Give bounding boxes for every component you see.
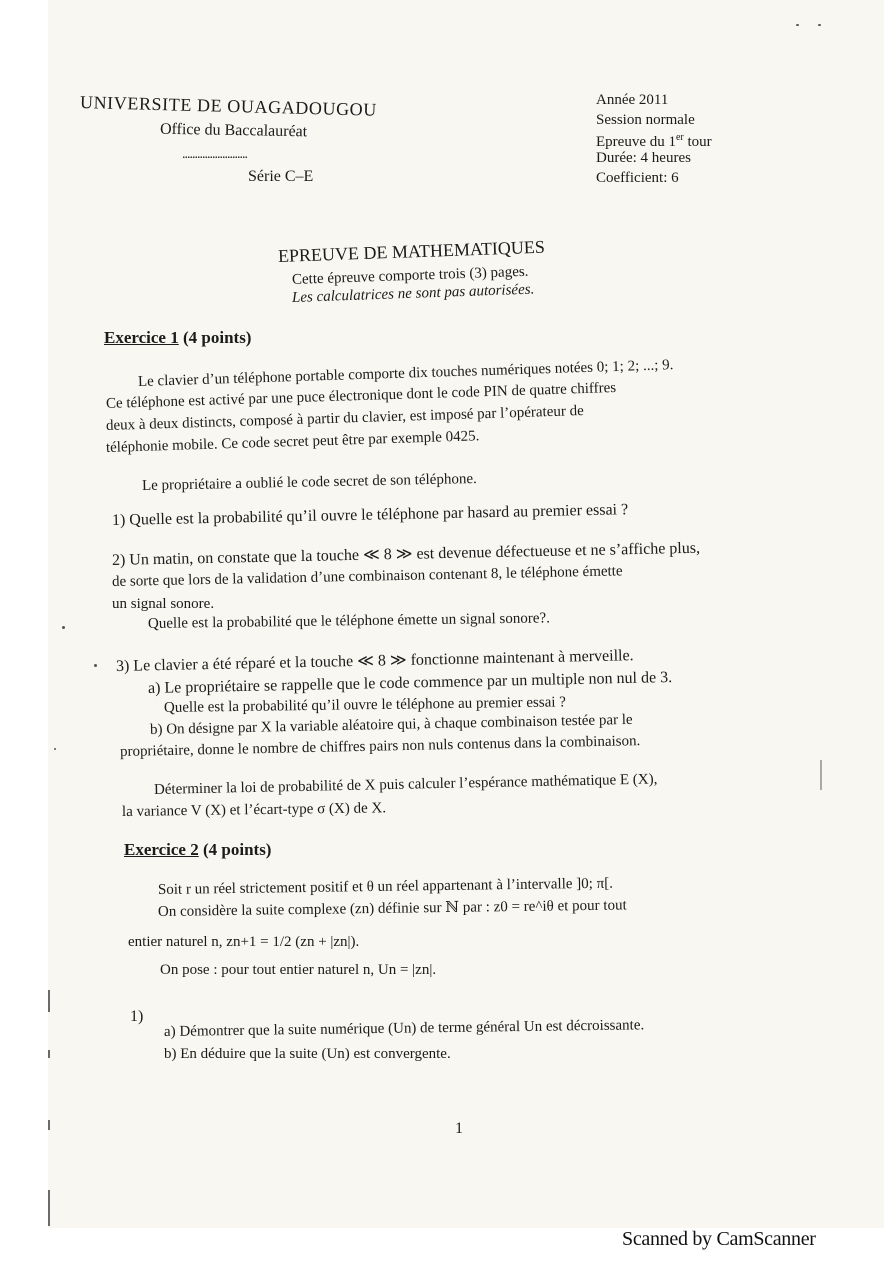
exam-title: EPREUVE DE MATHEMATIQUES	[277, 236, 546, 266]
ex1-determine-line: Déterminer la loi de probabilité de X puis calculer l’espérance mathématique E (X),	[153, 771, 658, 798]
serie-label: Série C–E	[248, 168, 314, 185]
exercise-2-points: (4 points)	[198, 840, 272, 859]
scan-speck	[796, 24, 799, 26]
ex1-question-2-line: 2) Un matin, on constate que la touche ≪ 8 ≫ est devenue défectueuse et ne s’affiche plus,	[111, 539, 701, 569]
camscanner-watermark: Scanned by CamScanner	[622, 1228, 816, 1250]
ex1-question-3-line: Quelle est la probabilité qu’il ouvre le téléphone au premier essai ?	[163, 694, 567, 716]
scan-speck	[62, 626, 65, 629]
ex2-line: On pose : pour tout entier naturel n, Un = |zn|.	[160, 962, 437, 978]
ex2-question-1b: b) En déduire que la suite (Un) est convergente.	[164, 1046, 451, 1062]
ex1-question-1: 1) Quelle est la probabilité qu’il ouvre le téléphone par hasard au premier essai ?	[111, 501, 629, 529]
round-label: Epreuve du 1er tour	[596, 132, 712, 150]
scan-edge-mark	[48, 1050, 50, 1058]
page-number: 1	[455, 1120, 463, 1137]
scan-edge-mark	[48, 990, 50, 1012]
duration-label: Durée: 4 heures	[596, 150, 691, 166]
session-label: Session normale	[596, 112, 695, 128]
calculator-note: Les calculatrices ne sont pas autorisées.	[291, 281, 535, 306]
ex2-line: entier naturel n, zn+1 = 1/2 (zn + |zn|).	[128, 934, 360, 950]
ex2-line: Soit r un réel strictement positif et θ un réel appartenant à l’intervalle ]0; π[.	[157, 875, 614, 898]
ex1-question-3-line: propriétaire, donne le nombre de chiffres pairs non nuls contenus dans la combinaison.	[119, 733, 641, 760]
ex1-intro-line: deux à deux distincts, composé à partir du clavier, est imposé par l’opérateur de	[105, 402, 584, 434]
ex1-question-2-line: un signal sonore.	[112, 596, 215, 612]
exercise-2-title: Exercice 2	[124, 840, 199, 859]
ex1-question-2-line: Quelle est la probabilité que le téléphone émette un signal sonore?.	[147, 610, 551, 632]
exercise-1-points: (4 points)	[178, 328, 252, 347]
coefficient-label: Coefficient: 6	[596, 170, 679, 186]
exercise-1-heading	[104, 328, 251, 348]
scan-edge-mark	[48, 1190, 50, 1226]
scan-speck	[820, 760, 822, 790]
exercise-1-title: Exercice 1	[104, 328, 179, 347]
ex1-question-2-line: de sorte que lors de la validation d’une combinaison contenant 8, le téléphone émette	[111, 563, 623, 590]
ex1-question-3-line: a) Le propriétaire se rappelle que le code commence par un multiple non nul de 3.	[147, 669, 673, 697]
university-name: UNIVERSITE DE OUAGADOUGOU	[79, 92, 378, 120]
ex1-forgot-line: Le propriétaire a oublié le code secret de son téléphone.	[141, 470, 477, 494]
scan-edge-mark	[48, 1120, 50, 1130]
dotted-line: ..........................	[182, 147, 247, 162]
ex2-line: On considère la suite complexe (zn) définie sur ℕ par : z0 = re^iθ et pour tout	[157, 897, 627, 920]
ex1-intro-line: téléphonie mobile. Ce code secret peut être par exemple 0425.	[105, 428, 480, 456]
office-name: Office du Baccalauréat	[159, 120, 308, 141]
scan-speck	[54, 748, 56, 750]
ex2-question-1-number: 1)	[130, 1008, 144, 1025]
ex1-question-3-line: 3) Le clavier a été réparé et la touche ≪ 8 ≫ fonctionne maintenant à merveille.	[115, 647, 634, 675]
exercise-2-heading	[124, 840, 271, 860]
exam-pages-note: Cette épreuve comporte trois (3) pages.	[291, 263, 529, 288]
scan-speck	[94, 664, 97, 667]
ex2-question-1a: a) Démontrer que la suite numérique (Un) de terme général Un est décroissante.	[163, 1017, 645, 1040]
scan-speck	[818, 24, 821, 26]
ex1-determine-line: la variance V (X) et l’écart-type σ (X) de X.	[121, 800, 387, 820]
ex1-question-3-line: b) On désigne par X la variable aléatoire qui, à chaque combinaison testée par le	[149, 711, 633, 738]
ex1-intro-line: Le clavier d’un téléphone portable comporte dix touches numériques notées 0; 1; 2; ...; 9.	[137, 357, 674, 390]
year-label: Année 2011	[596, 92, 669, 108]
ex1-intro-line: Ce téléphone est activé par une puce électronique dont le code PIN de quatre chiffres	[105, 379, 617, 412]
